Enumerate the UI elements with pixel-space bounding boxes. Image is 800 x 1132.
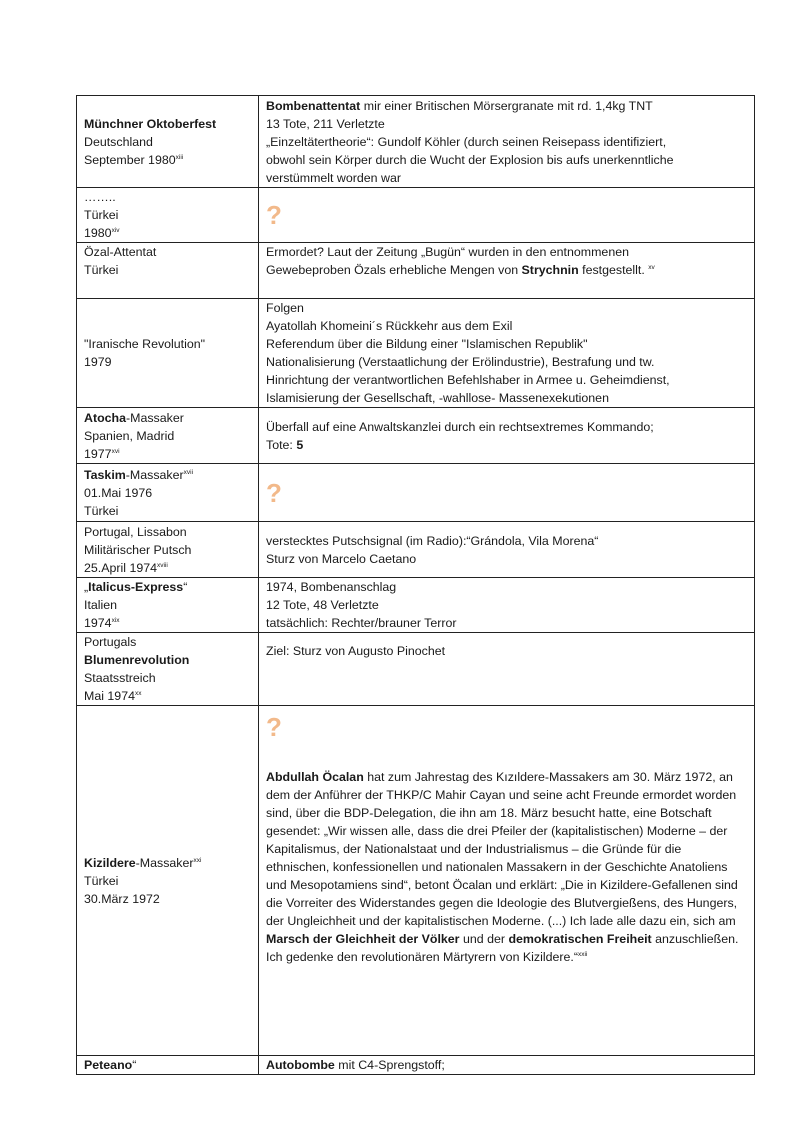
details-bold: 5 [296, 437, 304, 452]
details-text: hat zum Jahrestag des Kızıldere-Massakers am 30. März 1972, an dem der Anführer der THKP/C Mahir Cayan und seine acht Freunde ermordet worden sind, über die BDP-Delegation, die ihn am 18. März besucht hatte, eine Botschaft gesendet: „Wir wissen alle, dass die drei Pfeiler der (kapitalistischen) Moderne – der Kapitalismus, der Nationalstaat und der Industrialismus – die Gründe für die ethnischen, konfessionellen und nationalen Massakern in der Geschichte Anatoliens und Mesopotamiens sind“, betont Öcalan und erklärt: „Die in Kizildere-Gefallenen sind die Vorreiter des Widerstandes gegen die Ideologie des Blutvergießens, des Hungers, der Ungleichheit und der kapitalistischen Moderne. (...) Ich lade alle dazu ein, sich am [266, 770, 738, 928]
details-text: Ermordet? Laut der Zeitung „Bugün“ wurden in den entnommenen [266, 245, 629, 259]
table-row [77, 464, 755, 522]
footnote-ref[interactable]: xv [648, 264, 655, 271]
event-country: Spanien, Madrid [84, 428, 175, 443]
footnote-ref[interactable]: xiii [175, 153, 184, 161]
details-text: Überfall auf eine Anwaltskanzlei durch ein rechtsextremes Kommando; [266, 419, 654, 434]
details-text: tatsächlich: Rechter/brauner Terror [266, 616, 457, 630]
details-cell [259, 464, 755, 522]
event-country: Türkei [84, 208, 119, 222]
event-title: Özal-Attentat [84, 245, 157, 259]
quote-mark: „ [84, 580, 89, 594]
event-date: 01.Mai 1976 [84, 485, 153, 500]
event-cell [77, 96, 259, 188]
event-cell [77, 706, 259, 1056]
footnote-ref[interactable]: xiv [111, 227, 120, 234]
table-row [77, 243, 755, 299]
table-row [77, 706, 755, 1056]
event-title: Peteano [84, 1058, 133, 1072]
details-text: mit C4-Sprengstoff; [334, 1058, 445, 1072]
details-cell [259, 578, 755, 633]
details-text: 12 Tote, 48 Verletzte [266, 598, 379, 612]
footnote-ref[interactable]: xix [111, 617, 120, 624]
details-text: anzuschließen. Ich gedenke den revolutionären Märtyrern von Kizildere.“ [266, 932, 739, 964]
quote-mark: “ [183, 580, 188, 594]
event-title: Blumenrevolution [84, 653, 190, 667]
footnote-ref[interactable]: xviii [157, 561, 168, 569]
details-text: 13 Tote, 211 Verletzte [266, 116, 385, 131]
event-date: 1979 [84, 355, 112, 369]
footnote-ref[interactable]: xxi [193, 856, 202, 864]
event-country: Türkei [84, 503, 119, 518]
event-cell [77, 578, 259, 633]
footnote-ref[interactable]: xxii [578, 951, 588, 958]
footnote-ref[interactable]: xx [134, 690, 142, 697]
question-mark-icon: ? [266, 200, 282, 230]
table-row [77, 1056, 755, 1075]
event-cell [77, 408, 259, 464]
details-text: Referendum über die Bildung einer "Islamischen Republik" [266, 337, 588, 351]
details-cell [259, 188, 755, 243]
details-text: festgestellt. [578, 263, 649, 277]
details-text: Ziel: Sturz von Augusto Pinochet [266, 644, 446, 658]
details-bold: Bombenattentat [266, 98, 361, 113]
table-row [77, 299, 755, 408]
details-text: Islamisierung der Gesellschaft, -wahllose- Massenexekutionen [266, 391, 609, 405]
details-text: Folgen [266, 301, 304, 315]
details-bold: Autobombe [266, 1058, 335, 1072]
event-date: 1977 [84, 446, 112, 461]
event-title: Münchner Oktoberfest [84, 116, 217, 131]
event-cell [77, 464, 259, 522]
details-cell [259, 408, 755, 464]
details-text: Sturz von Marcelo Caetano [266, 551, 417, 566]
details-text: verstecktes Putschsignal (im Radio):“Grándola, Vila Morena“ [266, 533, 599, 548]
event-date: 1974 [84, 616, 112, 630]
event-cell [77, 522, 259, 578]
event-title: "Iranische Revolution" [84, 337, 206, 351]
event-title: Atocha [84, 410, 126, 425]
event-country: Italien [84, 598, 118, 612]
event-title: Taskim [84, 467, 126, 482]
event-title: Italicus-Express [88, 580, 184, 594]
event-title: Portugal, Lissabon [84, 524, 187, 539]
events-table [76, 95, 755, 1075]
event-title-suffix: -Massaker [135, 855, 194, 870]
event-type: Militärischer Putsch [84, 542, 192, 557]
footnote-ref[interactable]: xvi [111, 447, 120, 455]
event-title-suffix: -Massaker [125, 467, 184, 482]
details-text: und der [459, 932, 509, 946]
table-row [77, 188, 755, 243]
event-title-suffix: -Massaker [126, 410, 184, 425]
details-cell [259, 633, 755, 706]
event-country: Türkei [84, 873, 119, 888]
event-cell [77, 188, 259, 243]
event-date: 1980 [84, 226, 112, 240]
event-cell [77, 1056, 259, 1075]
event-cell [77, 243, 259, 299]
details-text: „Einzeltätertheorie“: Gundolf Köhler (durch seinen Reisepass identifiziert, [266, 134, 667, 149]
details-cell [259, 243, 755, 299]
event-cell [77, 633, 259, 706]
details-text: verstümmelt worden war [266, 170, 401, 185]
details-bold: Abdullah Öcalan [266, 770, 364, 784]
details-text: Ayatollah Khomeini´s Rückkehr aus dem Exil [266, 319, 513, 333]
table-row [77, 408, 755, 464]
footnote-ref[interactable]: xvii [183, 468, 194, 476]
details-bold: demokratischen Freiheit [508, 932, 652, 946]
event-type: Staatsstreich [84, 671, 156, 685]
details-bold: Marsch der Gleichheit der Völker [266, 932, 460, 946]
event-country: Deutschland [84, 134, 153, 149]
details-cell [259, 299, 755, 408]
details-text: Hinrichtung der verantwortlichen Befehlshaber in Armee u. Geheimdienst, [266, 373, 670, 387]
table-row [77, 522, 755, 578]
event-date: September 1980 [84, 152, 176, 167]
details-cell [259, 522, 755, 578]
question-mark-icon: ? [266, 477, 282, 508]
table-row [77, 578, 755, 633]
details-bold: Strychnin [521, 263, 579, 277]
question-mark-icon: ? [266, 712, 282, 742]
details-text: mir einer Britischen Mörsergranate mit rd. 1,4kg TNT [360, 98, 653, 113]
details-cell [259, 96, 755, 188]
table-row [77, 96, 755, 188]
event-date: Mai 1974 [84, 689, 135, 703]
details-text: Nationalisierung (Verstaatlichung der Erölindustrie), Bestrafung und tw. [266, 355, 655, 369]
details-cell [259, 1056, 755, 1075]
event-country: Türkei [84, 263, 119, 277]
table-row [77, 633, 755, 706]
event-country: Portugals [84, 635, 137, 649]
event-title: Kizildere [84, 855, 136, 870]
event-date: 25.April 1974 [84, 560, 158, 575]
details-text: Tote: [266, 437, 297, 452]
details-text: 1974, Bombenanschlag [266, 580, 397, 594]
event-title: …….. [84, 190, 116, 204]
details-text: obwohl sein Körper durch die Wucht der Explosion bis aufs unerkenntliche [266, 152, 674, 167]
event-cell [77, 299, 259, 408]
quote-paragraph [266, 768, 747, 966]
quote-mark: “ [132, 1058, 137, 1072]
event-date: 30.März 1972 [84, 891, 160, 906]
details-text: Gewebeproben Özals erhebliche Mengen von [266, 263, 522, 277]
details-cell [259, 706, 755, 1056]
